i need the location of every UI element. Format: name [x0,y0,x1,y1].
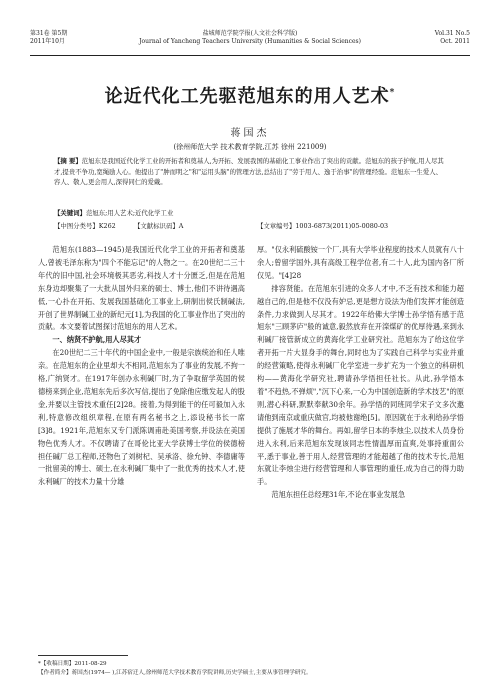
section-heading: 一、纳贤不护航,用人尽其才 [52,335,142,345]
body-column-right [257,244,464,502]
classification-line [54,221,444,231]
article-title: 论近代化工先驱范旭东的用人艺术* [104,86,396,107]
footnote-rule [38,655,128,656]
header-left: 第31卷 第5期 2011年10月 [30,30,68,45]
affiliation: (徐州师范大学 技术教育学院,江苏 徐州 221009) [173,143,327,151]
body-paragraph: 范旭东(1883—1945)是我国近代化学工业的开拓者和奠基人,曾被毛泽东称为"四个不能忘记"的人物之一。在20世纪二三十年代的旧中国,社会环境极其恶劣,科技人才十分匮乏,但是在范旭东身边却聚集了一大批从国外归来的硕士、博士,他们不讲待遇高低,一心扑在开拓、发展我国基础化工事业上,研制出侯氏制碱法,开创了世界制碱工业的新纪元[1],为我国的化工事业作出了突出的贡献。本文要着试图探讨范旭东的用人艺术。 [38,245,245,332]
author-bio: 【作者简介】蒋国杰(1974— ),江苏宿迁人,徐州师范大学技术教育学院讲师,历史学硕士,主要从事管理学研究。 [38,670,312,676]
article-id: 【文章编号】1003-6873(2011)05-0080-03 [257,222,389,230]
keywords [54,208,444,217]
body-paragraph: 厚。"仅永利硫酸铵一个厂,具有大学毕业程度的技术人员就有八十余人;曾留学国外,具有高级工程学位者,有二十人,此为国内各厂所仅见。"[4]28 [257,245,464,280]
header-right: Vol.31 No.5 Oct. 2011 [434,30,470,45]
footnotes [38,660,462,678]
keywords-text: 范旭东;用人艺术;近代化学工业 [85,209,174,217]
abstract [54,156,444,188]
body-paragraph: 排容贤能。在范旭东引进的众多人才中,不乏有技术和能力超越自己的,但是他不仅没有妒忌,更是想方设法为他们发挥才能创造条件,力求做到人尽其才。1922年给佛大学博士孙学悟有感于范旭东"三顾茅庐"般的诚意,毅然放弃在开滦煤矿的优厚待遇,来到永利碱厂接管新成立的黄海化学工业研究社。范旭东为了给这位学者开拓一片大显身手的舞台,同时也为了实践自己科学与实业并重的经营策略,使得永利碱厂化学室进一步扩充为一个独立的科研机构——黄海化学研究社,聘请孙学悟担任社长。从此,孙学悟本着"不趋热,不弹烦","沉下心来,一心为中国创造新的学术技艺"的原则,潜心科研,默默奉献30余年。孙学悟的同班同学宋子文多次邀请他到南京或重庆做官,均被他谢绝[5]。原因就在于永利给孙学悟提供了施展才华的舞台。再如,留学日本的李烛尘,以技术人员身份进入永利,后来范旭东发现该同志性情温厚而直爽,处事持重面公平,悉于事业,善于用人,经营管理的才能超越了他的技术专长,范旭东就让李烛尘进行经营管理和人事管理的重任,成为自己的得力助手。 [257,283,464,487]
received-date: *【收稿日期】2011-08-29 [38,661,107,667]
document-code: 【文献标识码】A [134,222,184,230]
abstract-label: 【摘 要】 [54,157,82,165]
keywords-label: 【关键词】 [54,209,86,217]
header-center: 盐城师范学院学报(人文社会科学版) Journal of Yancheng Teachers University (Humanities & Social Sciences) [139,30,361,45]
body-paragraph: 范旭东担任总经理31年,不论在事业发展急 [271,490,406,500]
abstract-text: 范旭东是我国近代化学工业的开拓者和奠基人,为开拓、发展我国的基础化工事业作出了突出的贡献。范旭东的孩子护航,用人尽其才,提贵不争功,宽绳励人心。他提出了"肿而明之"和"运用头脑"的管理方法,总结出了"劳于用人、逸于治事"的管理经验。范旭东一生爱人、容人、敬人,更会用人,深得同仁的爱戴。 [54,157,444,186]
title-footnote-mark: * [389,88,396,98]
running-header [30,30,470,56]
clc-number: 【中图分类号】K262 [54,222,116,230]
author: 蒋国杰 [230,128,270,139]
header-rule [30,55,470,56]
body-column-left [38,244,245,489]
body-paragraph: 在20世纪二三十年代的中国企业中,一般是宗族统治和任人唯亲。在范旭东的企业里却大不相同,范旭东为了事业的发展,不拘一格,广纳贤才。在1917年创办永利碱厂时,为了争取留学英国的侯德榜来到企业,范旭东先后多次写信,提出了免除他应缴发起人的股金,并要以主管技术重任[2]28。接着,为得到能干的任可毅加入永利,特意修改组织章程,在原有两名秘书之上,添设秘书长一席[3]8。1921年,范旭东又专门派陈调甫赴美国考察,并设法在美国物色优秀人才。不仅聘请了在哥伦比亚大学获博士学位的侯德榜担任碱厂总工程师,还物色了刘树杞、吴承洛、徐允钟、李德庸等一批留美的博士、硕士,在永利碱厂集中了一批优秀的技术人才,使永利碱厂的技术力量十分雄 [38,348,245,487]
